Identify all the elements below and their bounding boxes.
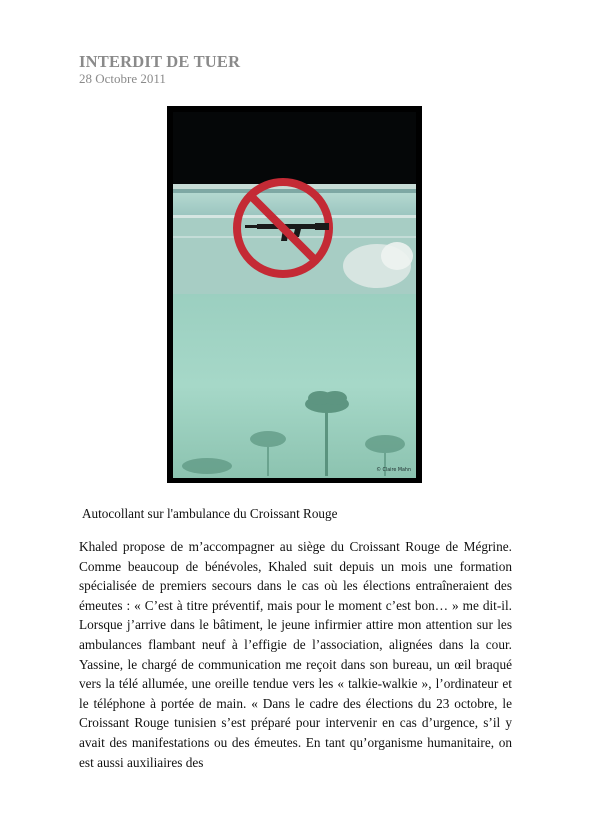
article-title: INTERDIT DE TUER [79, 52, 241, 71]
photo-caption: Autocollant sur l'ambulance du Croissant Rouge [82, 506, 338, 521]
article-body: Khaled propose de m’accompagner au siège du Croissant Rouge de Mégrine. Comme beaucoup de bénévoles, Khaled suit depuis un mois une formation spécialisée de premiers secours dans le cas où les élections entraîneraient des émeutes : « C’est à titre préventif, mais pour le moment c’est bon… » me dit-il. Lorsque j’arrive dans le bâtiment, le jeune infirmier attire mon attention sur les ambulances flambant neuf à l’effigie de l’association, alignées dans la cour. Yassine, le chargé de communication me reçoit dans son bureau, un œil braqué vers la télé allumée, une oreille tendue vers les « talkie-walkie », l’ordinateur et le téléphone à portée de main. « Dans le cadre des élections du 23 octobre, le Croissant Rouge tunisien s’est préparé pour intervenir en cas d’urgence, s’il y avait des manifestations ou des émeutes. En tant qu’organisme humanitaire, on est aussi auxiliaires des [79, 539, 512, 769]
article-photo [167, 106, 422, 483]
article-date: 28 Octobre 2011 [79, 71, 166, 86]
photo-credit: © Claire Mahn [376, 468, 411, 473]
